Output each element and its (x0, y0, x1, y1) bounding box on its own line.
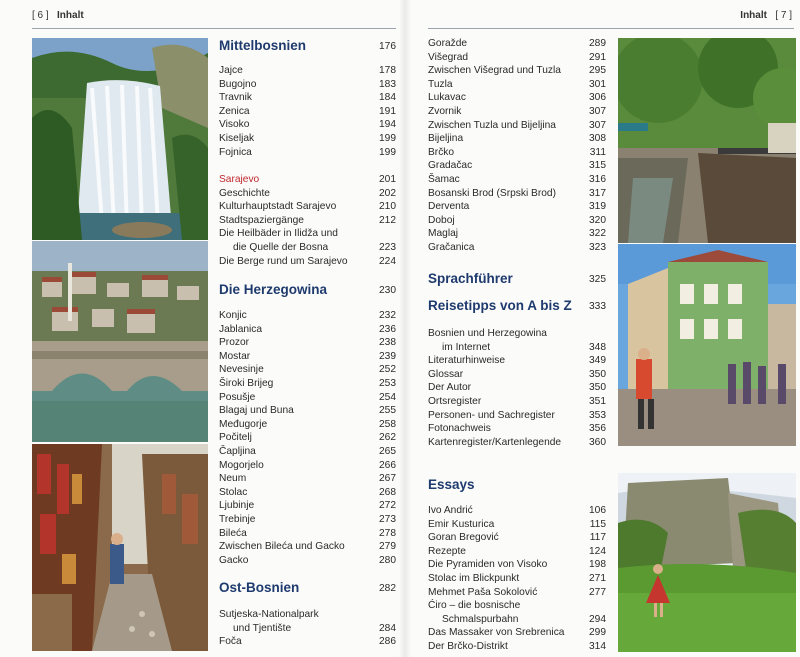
toc-entry-page: 178 (379, 65, 396, 76)
toc-entry-page: 350 (589, 382, 606, 394)
toc-entry-page: 239 (379, 350, 396, 362)
toc-entry-page: 286 (379, 636, 396, 648)
toc-entry-page: 353 (589, 409, 606, 421)
toc-entry-title: Kartenregister/Kartenlegende (428, 436, 562, 448)
toc-entry-page: 308 (589, 133, 606, 145)
toc-entry-title: Mostar (219, 350, 251, 362)
essays-heading: Essays (428, 477, 475, 492)
toc-entry-title: Široki Brijeg (219, 378, 274, 389)
toc-entry-page: 307 (589, 106, 606, 117)
fortress-photo (618, 473, 796, 652)
toc-entry-title: Doboj (428, 214, 455, 226)
toc-entry-page: 267 (379, 473, 396, 485)
toc-entry-title: Personen- und Sachregister (428, 409, 555, 421)
toc-entry-title: Stolac (219, 486, 248, 498)
toc-entry-page: 255 (379, 405, 396, 417)
toc-entry-title: Ljubinje (219, 500, 255, 512)
toc-entry-title: Jablanica (219, 323, 263, 335)
toc-entry-page: 191 (379, 105, 396, 117)
toc-entry-title: Kulturhauptstadt Sarajevo (219, 201, 337, 213)
toc-entry-page: 238 (379, 337, 396, 349)
toc-entry-page: 291 (589, 51, 606, 63)
toc-entry-title: Bijeljina (428, 133, 464, 145)
toc-entry-title: Zwischen Bileća und Gacko (219, 541, 345, 553)
toc-entry-page: 236 (379, 323, 396, 335)
toc-entry-title: Fotonachweis (428, 423, 491, 435)
toc-entry-page: 299 (589, 627, 606, 639)
toc-entry-page: 272 (379, 500, 396, 512)
toc-entry-title: Zwischen Višegrad und Tuzla (428, 65, 561, 77)
toc-entry-page: 232 (379, 310, 396, 321)
toc-entry-title: Der Autor (428, 382, 472, 394)
river-street-photo (618, 38, 796, 243)
toc-entry-page: 280 (379, 554, 396, 566)
toc-entry-page: 320 (589, 214, 606, 226)
toc-entry-title: Bugojno (219, 78, 257, 90)
bazaar-photo (32, 444, 208, 651)
toc-entry-page: 194 (379, 119, 396, 131)
toc-entry-title: und Tjentište (233, 622, 292, 634)
toc-entry-title: Mehmet Paša Sokolović (428, 586, 538, 598)
toc-entry-title: Blagaj und Buna (219, 405, 294, 417)
toc-entry-title: Das Massaker von Srebrenica (428, 627, 565, 639)
mittelbosnien-page: 176 (379, 41, 396, 52)
toc-entry-title: Goran Bregović (428, 532, 499, 544)
toc-entry-title: Gračanica (428, 242, 475, 253)
toc-entry-title: Međugorje (219, 418, 268, 430)
toc-entry-title: Konjic (219, 310, 247, 321)
toc-entry-title: Bosnien und Herzegowina (428, 328, 547, 339)
toc-entry-title: Nevesinje (219, 364, 264, 376)
toc-entry-title: Brčko (428, 146, 455, 158)
toc-entry-page: 323 (589, 242, 606, 253)
toc-entry-title: Lukavac (428, 92, 466, 104)
toc-entry-page: 198 (589, 559, 606, 571)
toc-entry-title: Zenica (219, 105, 250, 117)
toc-entry-page: 117 (589, 532, 606, 544)
toc-entry-page: 294 (589, 613, 606, 625)
toc-entry-page: 115 (589, 518, 606, 530)
toc-entry-page: 322 (589, 228, 606, 240)
toc-entry-page: 199 (379, 146, 396, 158)
toc-entry-title: Maglaj (428, 228, 459, 240)
toc-entry-page: 306 (589, 92, 606, 104)
toc-entry-title: Die Heilbäder in Ilidža und (219, 228, 338, 240)
right-header-rule (428, 28, 794, 29)
toc-entry-page: 183 (379, 78, 396, 90)
toc-entry-title: Prozor (219, 337, 250, 349)
toc-entry-page: 106 (589, 505, 606, 516)
toc-entry-title: Posušje (219, 391, 256, 403)
pedestrian-street-photo (618, 244, 796, 446)
toc-entry-page: 277 (589, 586, 606, 598)
toc-entry-title: Goražde (428, 38, 468, 49)
ost-bosnien-heading: Ost-Bosnien (219, 580, 300, 595)
toc-entry-title: Sutjeska-Nationalpark (219, 609, 319, 620)
toc-entry-title: Trebinje (219, 514, 256, 525)
toc-entry-title: Stadtspaziergänge (219, 214, 304, 226)
toc-entry-page: 202 (379, 187, 396, 199)
toc-entry-title: Travnik (219, 92, 253, 104)
toc-entry-title: Višegrad (428, 51, 469, 63)
toc-entry-title: Rezepte (428, 545, 466, 557)
book-gutter (399, 0, 411, 657)
right-page-number: [ 7 ] (775, 10, 792, 21)
toc-entry-page: 201 (379, 174, 396, 185)
toc-entry-page: 319 (589, 201, 606, 213)
toc-entry-title: im Internet (442, 341, 491, 353)
waterfall-photo (32, 38, 208, 240)
toc-entry-title: Kiseljak (219, 133, 255, 144)
toc-entry-title: Glossar (428, 368, 464, 380)
toc-entry-title: Die Berge rund um Sarajevo (219, 255, 348, 267)
toc-entry-title: Schmalspurbahn (442, 613, 519, 625)
toc-entry-title: Emir Kusturica (428, 518, 495, 530)
toc-entry-page: 252 (379, 364, 396, 376)
toc-entry-title: Tuzla (428, 78, 453, 90)
toc-entry-page: 351 (589, 396, 606, 407)
right-page-header (740, 10, 792, 21)
toc-entry-title: Derventa (428, 201, 470, 213)
toc-entry-title: Mogorjelo (219, 459, 264, 471)
toc-entry-page: 199 (379, 133, 396, 144)
toc-entry-title: Der Brčko-Distrikt (428, 641, 508, 652)
toc-entry-title: Gradačac (428, 160, 473, 172)
toc-entry-page: 278 (379, 527, 396, 539)
mittelbosnien-heading: Mittelbosnien (219, 38, 306, 53)
toc-entry-page: 254 (379, 391, 396, 403)
toc-entry-page: 253 (379, 378, 396, 389)
toc-entry-title: Ivo Andrić (428, 505, 473, 516)
herzegowina-page: 230 (379, 285, 396, 296)
toc-entry-page: 184 (379, 92, 396, 104)
toc-entry-page: 271 (589, 573, 606, 584)
toc-entry-title: Die Pyramiden von Visoko (428, 559, 548, 571)
left-header-title: Inhalt (57, 10, 84, 21)
toc-entry-title: Visoko (219, 119, 250, 131)
toc-entry-page: 273 (379, 514, 396, 525)
toc-entry-title: Gacko (219, 554, 249, 566)
toc-entry-title: Fojnica (219, 146, 252, 158)
toc-entry-page: 258 (379, 418, 396, 430)
toc-entry-page: 356 (589, 423, 606, 435)
toc-entry-page: 307 (589, 119, 606, 131)
sprachfuehrer-heading: Sprachführer (428, 271, 513, 286)
reisetipps-page: 333 (589, 301, 606, 312)
toc-entry-page: 224 (379, 255, 396, 267)
toc-entry-title: Zwischen Tuzla und Bijeljina (428, 119, 556, 131)
toc-entry-page: 124 (589, 545, 606, 557)
toc-entry-title: Neum (219, 473, 247, 485)
toc-entry-title: Bosanski Brod (Srpski Brod) (428, 187, 556, 199)
herzegowina-heading: Die Herzegowina (219, 282, 328, 297)
left-header-rule (32, 28, 396, 29)
toc-entry-title: Čapljina (219, 446, 256, 457)
toc-entry-page: 265 (379, 446, 396, 457)
toc-entry-title: Ćiro – die bosnische (428, 600, 521, 612)
toc-entry-page: 360 (589, 436, 606, 448)
toc-entry-title: Počitelj (219, 432, 252, 444)
toc-entry-page: 311 (589, 146, 606, 158)
toc-entry-title: Geschichte (219, 187, 270, 199)
toc-entry-page: 348 (589, 341, 606, 353)
toc-entry-page: 350 (589, 368, 606, 380)
toc-entry-page: 316 (589, 174, 606, 185)
toc-entry-page: 284 (379, 622, 396, 634)
toc-entry-page: 349 (589, 355, 606, 367)
toc-entry-title: Foča (219, 636, 242, 648)
toc-entry-title: Bileća (219, 527, 247, 539)
toc-entry-title: Ortsregister (428, 396, 482, 407)
left-page-header (32, 10, 84, 21)
right-header-title: Inhalt (740, 10, 767, 21)
toc-entry-page: 279 (379, 541, 396, 553)
toc-entry-page: 212 (379, 214, 396, 226)
left-page-number: [ 6 ] (32, 10, 49, 21)
toc-entry-page: 315 (589, 160, 606, 172)
toc-entry-page: 295 (589, 65, 606, 77)
toc-entry-title: die Quelle der Bosna (233, 242, 329, 253)
ost-bosnien-page: 282 (379, 583, 396, 594)
toc-entry-page: 268 (379, 486, 396, 498)
toc-entry-title: Zvornik (428, 106, 462, 117)
old-bridge-photo (32, 241, 208, 442)
toc-entry-page: 262 (379, 432, 396, 444)
sprachfuehrer-page: 325 (589, 274, 606, 285)
reisetipps-heading: Reisetipps von A bis Z (428, 298, 572, 313)
toc-entry-title: Sarajevo (219, 174, 260, 185)
toc-entry-page: 289 (589, 38, 606, 49)
toc-entry-title: Jajce (219, 65, 243, 76)
toc-entry-title: Literaturhinweise (428, 355, 506, 367)
toc-entry-page: 314 (589, 641, 606, 652)
toc-entry-page: 266 (379, 459, 396, 471)
toc-entry-page: 210 (379, 201, 396, 213)
toc-entry-page: 301 (589, 78, 606, 90)
toc-entry-page: 317 (589, 187, 606, 199)
toc-entry-title: Šamac (428, 174, 460, 185)
toc-entry-title: Stolac im Blickpunkt (428, 573, 520, 584)
toc-entry-page: 223 (379, 242, 396, 253)
